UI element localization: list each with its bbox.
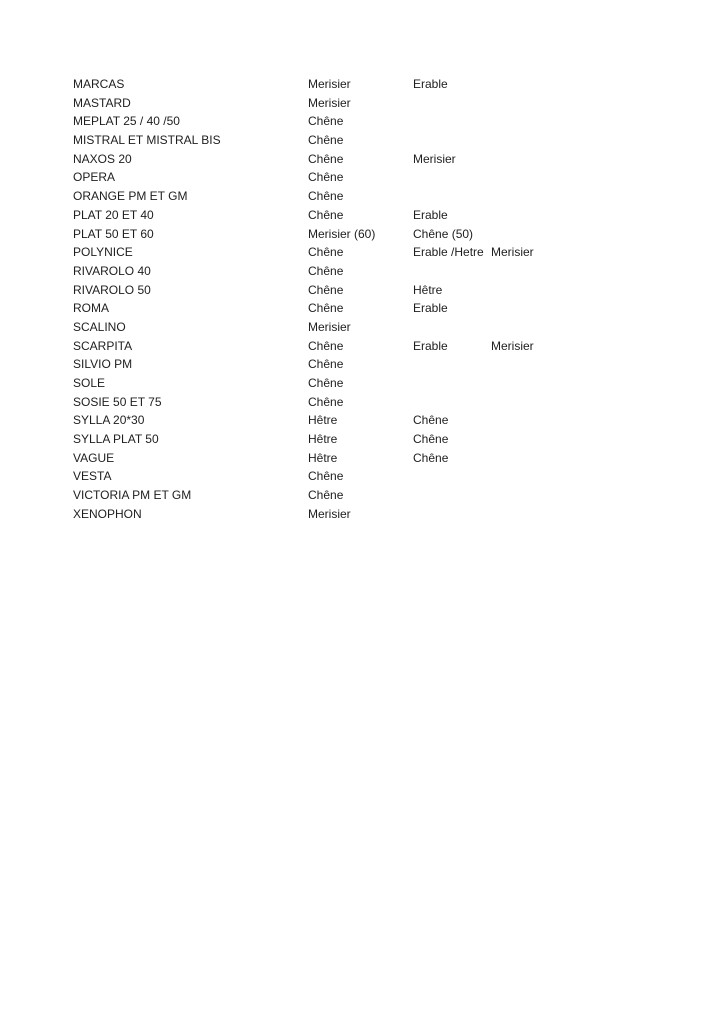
list-row xyxy=(0,168,724,187)
wood-option-1: Chêne xyxy=(308,488,344,503)
wood-option-1: Chêne xyxy=(308,245,344,260)
wood-option-2: Chêne xyxy=(413,450,449,465)
wood-option-1: Merisier xyxy=(308,77,351,91)
list-row xyxy=(0,187,724,206)
wood-option-2: Erable xyxy=(413,77,448,91)
wood-option-2: Chêne (50) xyxy=(413,226,474,241)
wood-option-2: Erable xyxy=(413,338,448,353)
list-row xyxy=(0,131,724,150)
product-name: MARCAS xyxy=(73,77,125,91)
product-name: XENOPHON xyxy=(73,506,142,521)
product-name: SOSIE 50 ET 75 xyxy=(73,394,162,409)
product-name: SCALINO xyxy=(73,319,126,334)
wood-option-1: Merisier xyxy=(308,506,351,521)
wood-option-1: Chêne xyxy=(308,301,344,316)
wood-option-1: Chêne xyxy=(308,133,344,148)
product-name: VICTORIA PM ET GM xyxy=(73,488,192,503)
list-row xyxy=(0,467,724,486)
list-row xyxy=(0,299,724,318)
wood-option-3: Merisier xyxy=(491,245,534,260)
wood-option-2: Chêne xyxy=(413,413,449,428)
list-row xyxy=(0,486,724,505)
product-name: PLAT 20 ET 40 xyxy=(73,207,154,222)
product-name: MEPLAT 25 / 40 /50 xyxy=(73,114,180,129)
wood-option-1: Chêne xyxy=(308,263,344,278)
product-name: VESTA xyxy=(73,469,112,484)
list-row xyxy=(0,206,724,225)
list-row xyxy=(0,262,724,281)
product-name: SYLLA 20*30 xyxy=(73,413,145,428)
list-row xyxy=(0,94,724,113)
wood-option-3: Merisier xyxy=(491,338,534,353)
product-name: RIVAROLO 40 xyxy=(73,263,151,278)
wood-option-1: Merisier xyxy=(308,95,351,110)
product-name: RIVAROLO 50 xyxy=(73,282,151,297)
wood-option-2: Erable /Hetre xyxy=(413,245,484,260)
product-name: ROMA xyxy=(73,301,109,316)
product-name: POLYNICE xyxy=(73,245,133,260)
wood-option-2: Hêtre xyxy=(413,282,443,297)
product-name: NAXOS 20 xyxy=(73,151,132,166)
product-name: MISTRAL ET MISTRAL BIS xyxy=(73,133,221,148)
wood-option-1: Chêne xyxy=(308,170,344,185)
product-name: SYLLA PLAT 50 xyxy=(73,432,159,447)
list-row xyxy=(0,393,724,412)
list-row xyxy=(0,281,724,300)
list-row xyxy=(0,225,724,244)
wood-option-1: Chêne xyxy=(308,394,344,409)
list-row xyxy=(0,411,724,430)
wood-option-1: Merisier xyxy=(308,319,351,334)
product-name: MASTARD xyxy=(73,95,131,110)
wood-option-2: Chêne xyxy=(413,432,449,447)
wood-option-1: Chêne xyxy=(308,151,344,166)
wood-option-1: Hêtre xyxy=(308,432,338,447)
wood-option-1: Hêtre xyxy=(308,413,338,428)
wood-option-1: Chêne xyxy=(308,189,344,204)
list-row xyxy=(0,112,724,131)
list-row xyxy=(0,150,724,169)
wood-option-1: Chêne xyxy=(308,338,344,353)
list-row xyxy=(0,75,724,94)
wood-option-1: Hêtre xyxy=(308,450,338,465)
wood-option-1: Chêne xyxy=(308,282,344,297)
wood-option-1: Chêne xyxy=(308,376,344,390)
list-row xyxy=(0,355,724,374)
product-wood-list xyxy=(0,75,724,524)
wood-option-1: Chêne xyxy=(308,469,344,484)
list-row xyxy=(0,243,724,262)
wood-option-2: Merisier xyxy=(413,151,456,166)
list-row xyxy=(0,318,724,337)
wood-option-1: Chêne xyxy=(308,207,344,222)
product-name: PLAT 50 ET 60 xyxy=(73,226,154,241)
product-name: OPERA xyxy=(73,170,116,185)
list-row xyxy=(0,337,724,356)
list-row xyxy=(0,449,724,468)
wood-option-1: Chêne xyxy=(308,114,344,129)
product-name: SILVIO PM xyxy=(73,357,133,372)
wood-option-2: Erable xyxy=(413,207,448,222)
wood-option-1: Merisier (60) xyxy=(308,226,376,241)
product-name: VAGUE xyxy=(73,450,115,465)
list-row xyxy=(0,430,724,449)
list-row xyxy=(0,374,724,393)
wood-option-1: Chêne xyxy=(308,357,344,372)
wood-option-2: Erable xyxy=(413,301,448,316)
product-name: SOLE xyxy=(73,376,106,390)
product-name: ORANGE PM ET GM xyxy=(73,189,188,204)
list-row xyxy=(0,505,724,524)
product-name: SCARPITA xyxy=(73,338,133,353)
